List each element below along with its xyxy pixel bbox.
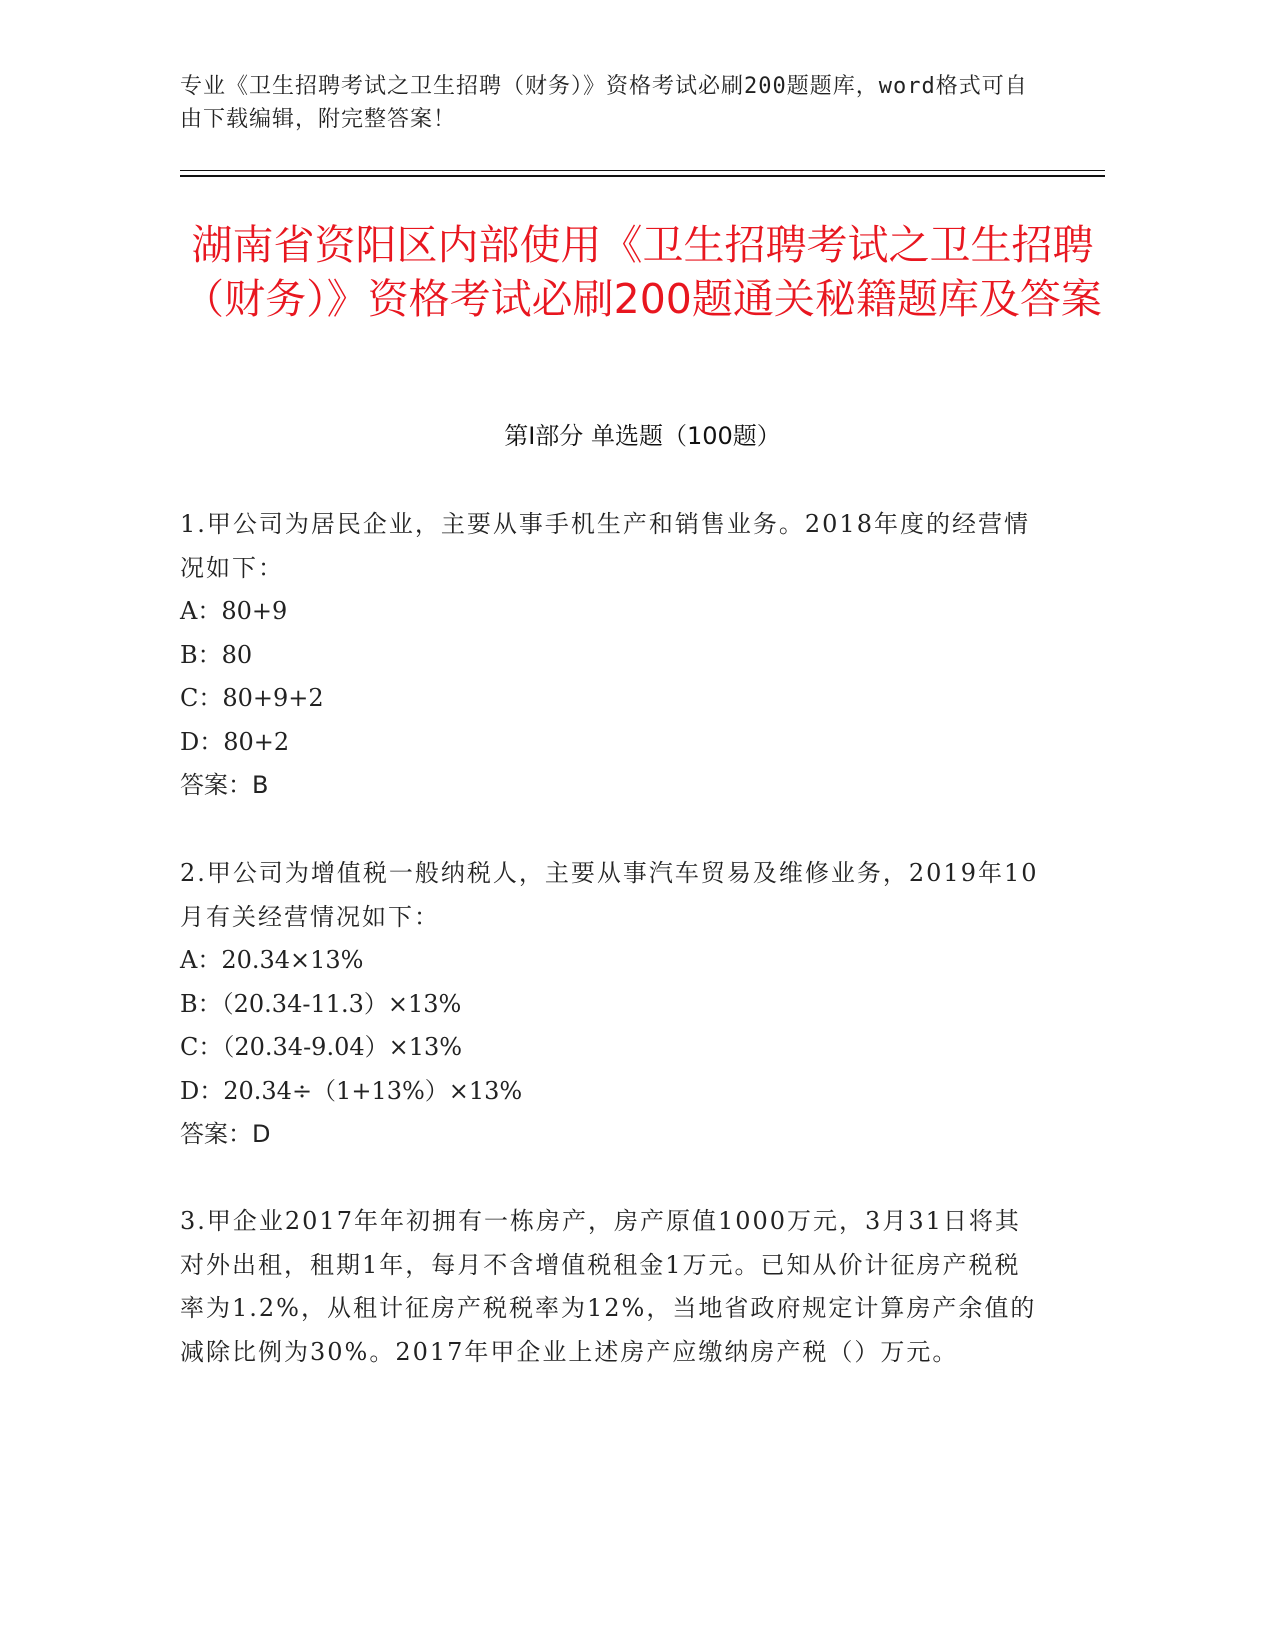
option-a: A：20.34×13% xyxy=(180,946,364,974)
question-stem: 2.甲公司为增值税一般纳税人，主要从事汽车贸易及维修业务，2019年10月有关经营情况如下： xyxy=(180,859,1039,931)
question-3 xyxy=(180,1200,1040,1374)
option-b: B：80 xyxy=(180,640,253,669)
header-divider-thin xyxy=(180,170,1105,171)
option-c: C：80+9+2 xyxy=(180,684,324,712)
option-a: A：80+9 xyxy=(180,597,288,625)
option-d: D：80+2 xyxy=(180,727,290,756)
question-stem: 3.甲企业2017年年初拥有一栋房产，房产原值1000万元，3月31日将其对外出租，租期1年，每月不含增值税租金1万元。已知从价计征房产税税率为1.2%，从租计征房产税税率为12%，当地省政府规定计算房产余值的减除比例为30%。2017年甲企业上述房产应缴纳房产税（）万元。 xyxy=(180,1207,1037,1366)
answer-line: 答案：D xyxy=(180,1120,271,1148)
answer-line: 答案：B xyxy=(180,771,269,799)
section-heading: 第Ⅰ部分 单选题（100题） xyxy=(504,422,781,450)
document-title: 湖南省资阳区内部使用《卫生招聘考试之卫生招聘（财务）》资格考试必刷200题通关秘籍题库及答案 xyxy=(183,221,1102,323)
option-b: B：（20.34-11.3）×13% xyxy=(180,989,462,1018)
header-divider-thick xyxy=(180,175,1105,177)
question-stem: 1.甲公司为居民企业，主要从事手机生产和销售业务。2018年度的经营情况如下： xyxy=(180,510,1030,582)
question-1 xyxy=(180,503,1040,808)
question-2 xyxy=(180,852,1040,1157)
option-c: C：（20.34-9.04）×13% xyxy=(180,1033,463,1061)
option-d: D：20.34÷（1+13%）×13% xyxy=(180,1076,523,1105)
document-header: 专业《卫生招聘考试之卫生招聘（财务）》资格考试必刷200题题库，word格式可自由下载编辑，附完整答案！ xyxy=(180,74,1028,132)
